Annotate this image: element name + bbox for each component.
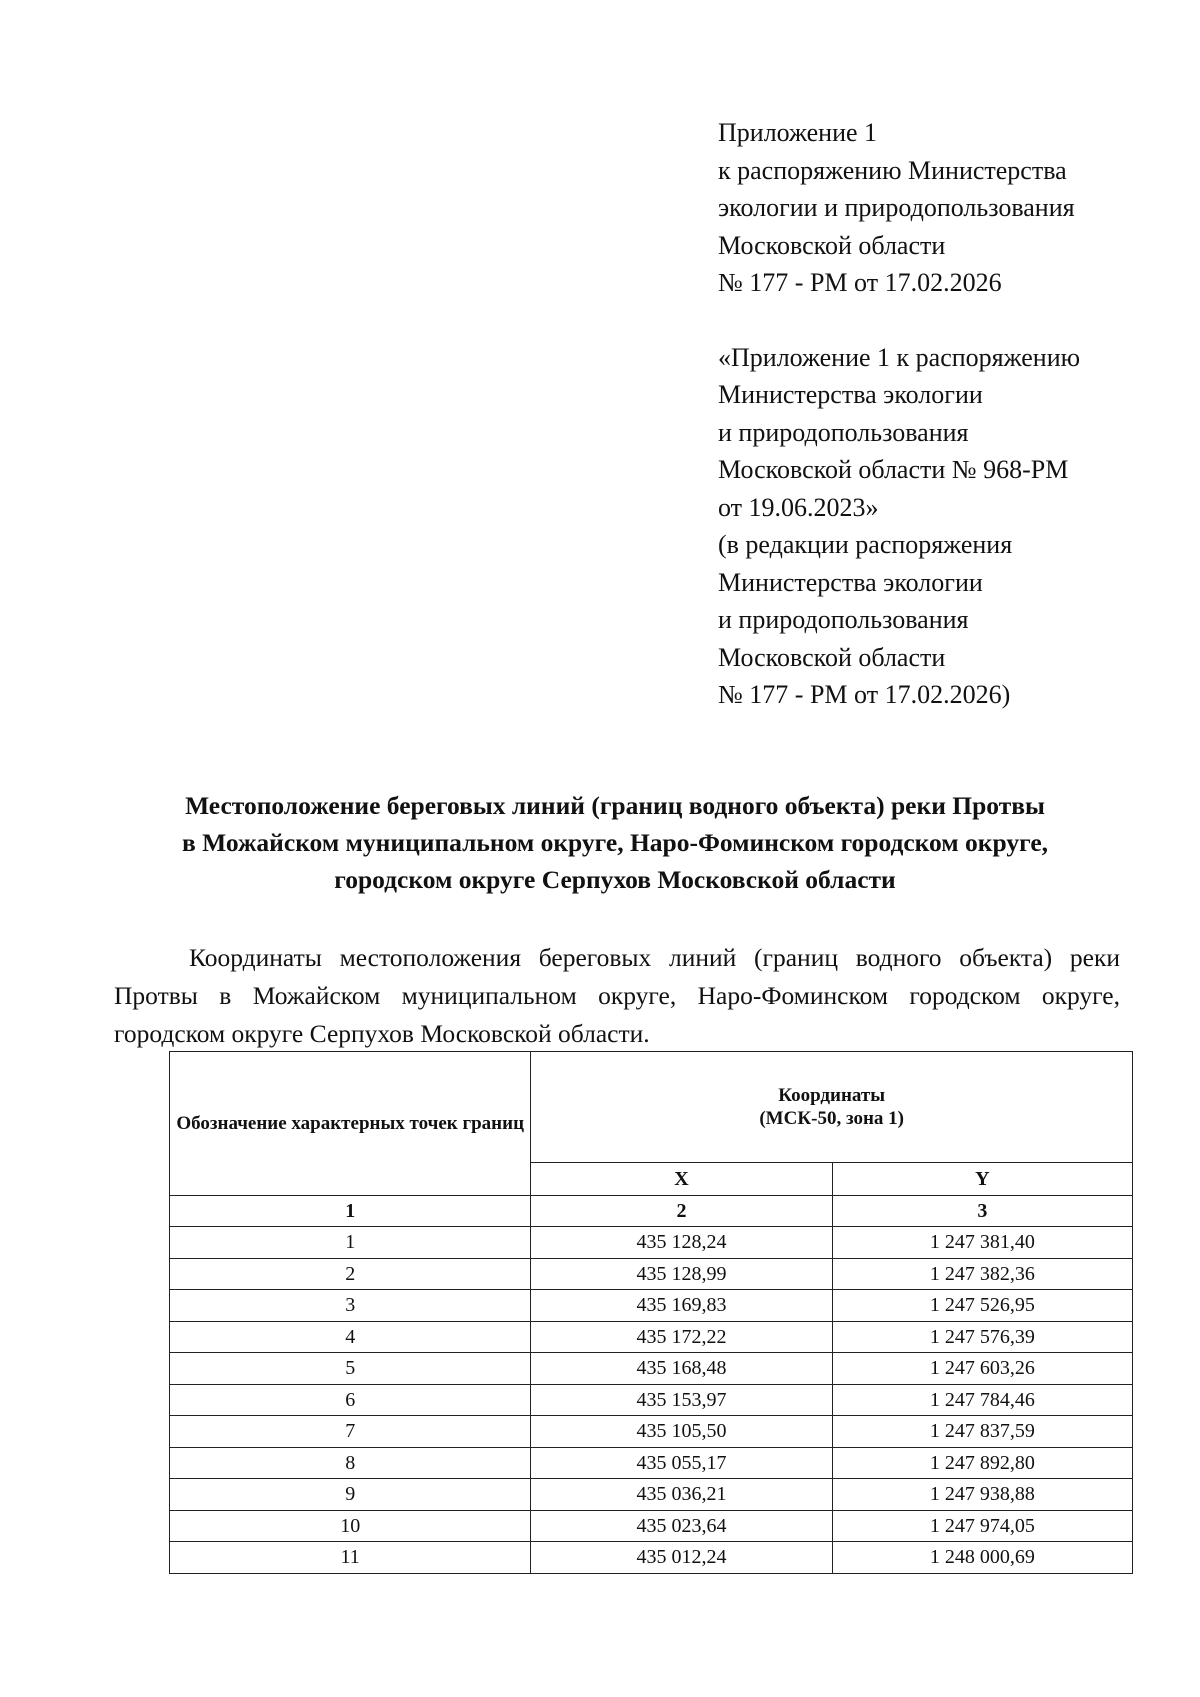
appendix-line: № 177 - РМ от 17.02.2026	[718, 268, 1002, 297]
table-row	[170, 1416, 1133, 1448]
x-cell: 435 023,64	[531, 1510, 832, 1542]
table-row	[170, 1321, 1133, 1353]
appendix-line: Московской области	[718, 230, 946, 260]
appendix-quote-line: Московской области № 968-РМ	[718, 455, 1069, 484]
col-number: 3	[832, 1196, 1132, 1227]
points-header	[170, 1052, 531, 1196]
point-cell: 2	[170, 1258, 531, 1290]
appendix-quote-line: Московской области	[718, 642, 946, 672]
y-cell: 1 247 381,40	[832, 1227, 1132, 1259]
col-number: 2	[531, 1196, 832, 1227]
table-row	[170, 1447, 1133, 1479]
coords-header-system: (МСК-50, зона 1)	[759, 1108, 904, 1129]
y-cell: 1 247 784,46	[832, 1384, 1132, 1416]
appendix-line: к распоряжению Министерства	[718, 155, 1067, 185]
appendix-line: Приложение 1	[718, 118, 878, 147]
y-cell: 1 247 382,36	[832, 1258, 1132, 1290]
coords-header	[531, 1052, 1133, 1163]
x-header: X	[531, 1163, 832, 1196]
appendix-quote-line: Министерства экологии	[718, 567, 983, 597]
table-row	[170, 1290, 1133, 1322]
appendix-block	[718, 114, 1158, 714]
table-row	[170, 1353, 1133, 1385]
col-number: 1	[170, 1196, 531, 1227]
y-cell: 1 247 938,88	[832, 1479, 1132, 1511]
x-cell: 435 012,24	[531, 1542, 832, 1574]
table-body	[170, 1227, 1133, 1574]
table-row	[170, 1227, 1133, 1259]
point-cell: 4	[170, 1321, 531, 1353]
coords-header-label: Координаты	[778, 1085, 886, 1106]
table-row	[170, 1384, 1133, 1416]
appendix-quote-line: от 19.06.2023»	[718, 492, 879, 522]
document-title	[110, 787, 1120, 898]
point-cell: 10	[170, 1510, 531, 1542]
appendix-quote-line: и природопользования	[718, 605, 969, 634]
point-cell: 3	[170, 1290, 531, 1322]
table-row	[170, 1479, 1133, 1511]
y-cell: 1 247 974,05	[832, 1510, 1132, 1542]
x-cell: 435 153,97	[531, 1384, 832, 1416]
x-cell: 435 169,83	[531, 1290, 832, 1322]
y-cell: 1 247 603,26	[832, 1353, 1132, 1385]
point-cell: 11	[170, 1542, 531, 1574]
table-row	[170, 1542, 1133, 1574]
x-cell: 435 105,50	[531, 1416, 832, 1448]
intro-paragraph: Координаты местоположения береговых линий (границ водного объекта) реки Протвы в Можайском муниципальном округе, Наро-Фоминском городском округе, городском округе Серпухов Московской области.	[114, 943, 1120, 1048]
point-cell: 5	[170, 1353, 531, 1385]
y-cell: 1 247 892,80	[832, 1447, 1132, 1479]
point-cell: 1	[170, 1227, 531, 1259]
table-row	[170, 1510, 1133, 1542]
x-cell: 435 036,21	[531, 1479, 832, 1511]
y-cell: 1 247 526,95	[832, 1290, 1132, 1322]
appendix-quote-line: Министерства экологии	[718, 380, 983, 409]
x-cell: 435 128,99	[531, 1258, 832, 1290]
x-cell: 435 172,22	[531, 1321, 832, 1353]
point-cell: 8	[170, 1447, 531, 1479]
title-line: в Можайском муниципальном округе, Наро-Фоминском городском округе,	[181, 828, 1049, 857]
coordinates-table	[169, 1051, 1133, 1574]
appendix-quote-line: № 177 - РМ от 17.02.2026)	[718, 680, 1011, 709]
appendix-line: экологии и природопользования	[718, 193, 1075, 222]
x-cell: 435 168,48	[531, 1353, 832, 1385]
appendix-quote-line: «Приложение 1 к распоряжению	[718, 342, 1081, 372]
appendix-quote-line: и природопользования	[718, 417, 969, 447]
y-cell: 1 247 837,59	[832, 1416, 1132, 1448]
table-row	[170, 1258, 1133, 1290]
points-header-label: Обозначение характерных точек границ	[176, 1113, 525, 1134]
point-cell: 9	[170, 1479, 531, 1511]
title-line: Местоположение береговых линий (границ водного объекта) реки Протвы	[185, 791, 1045, 820]
x-cell: 435 128,24	[531, 1227, 832, 1259]
point-cell: 6	[170, 1384, 531, 1416]
title-line: городском округе Серпухов Московской области	[334, 865, 896, 894]
y-header: Y	[832, 1163, 1132, 1196]
point-cell: 7	[170, 1416, 531, 1448]
appendix-quote-line: (в редакции распоряжения	[718, 530, 1013, 559]
y-cell: 1 247 576,39	[832, 1321, 1132, 1353]
y-cell: 1 248 000,69	[832, 1542, 1132, 1574]
x-cell: 435 055,17	[531, 1447, 832, 1479]
appendix-gap	[718, 302, 1158, 339]
